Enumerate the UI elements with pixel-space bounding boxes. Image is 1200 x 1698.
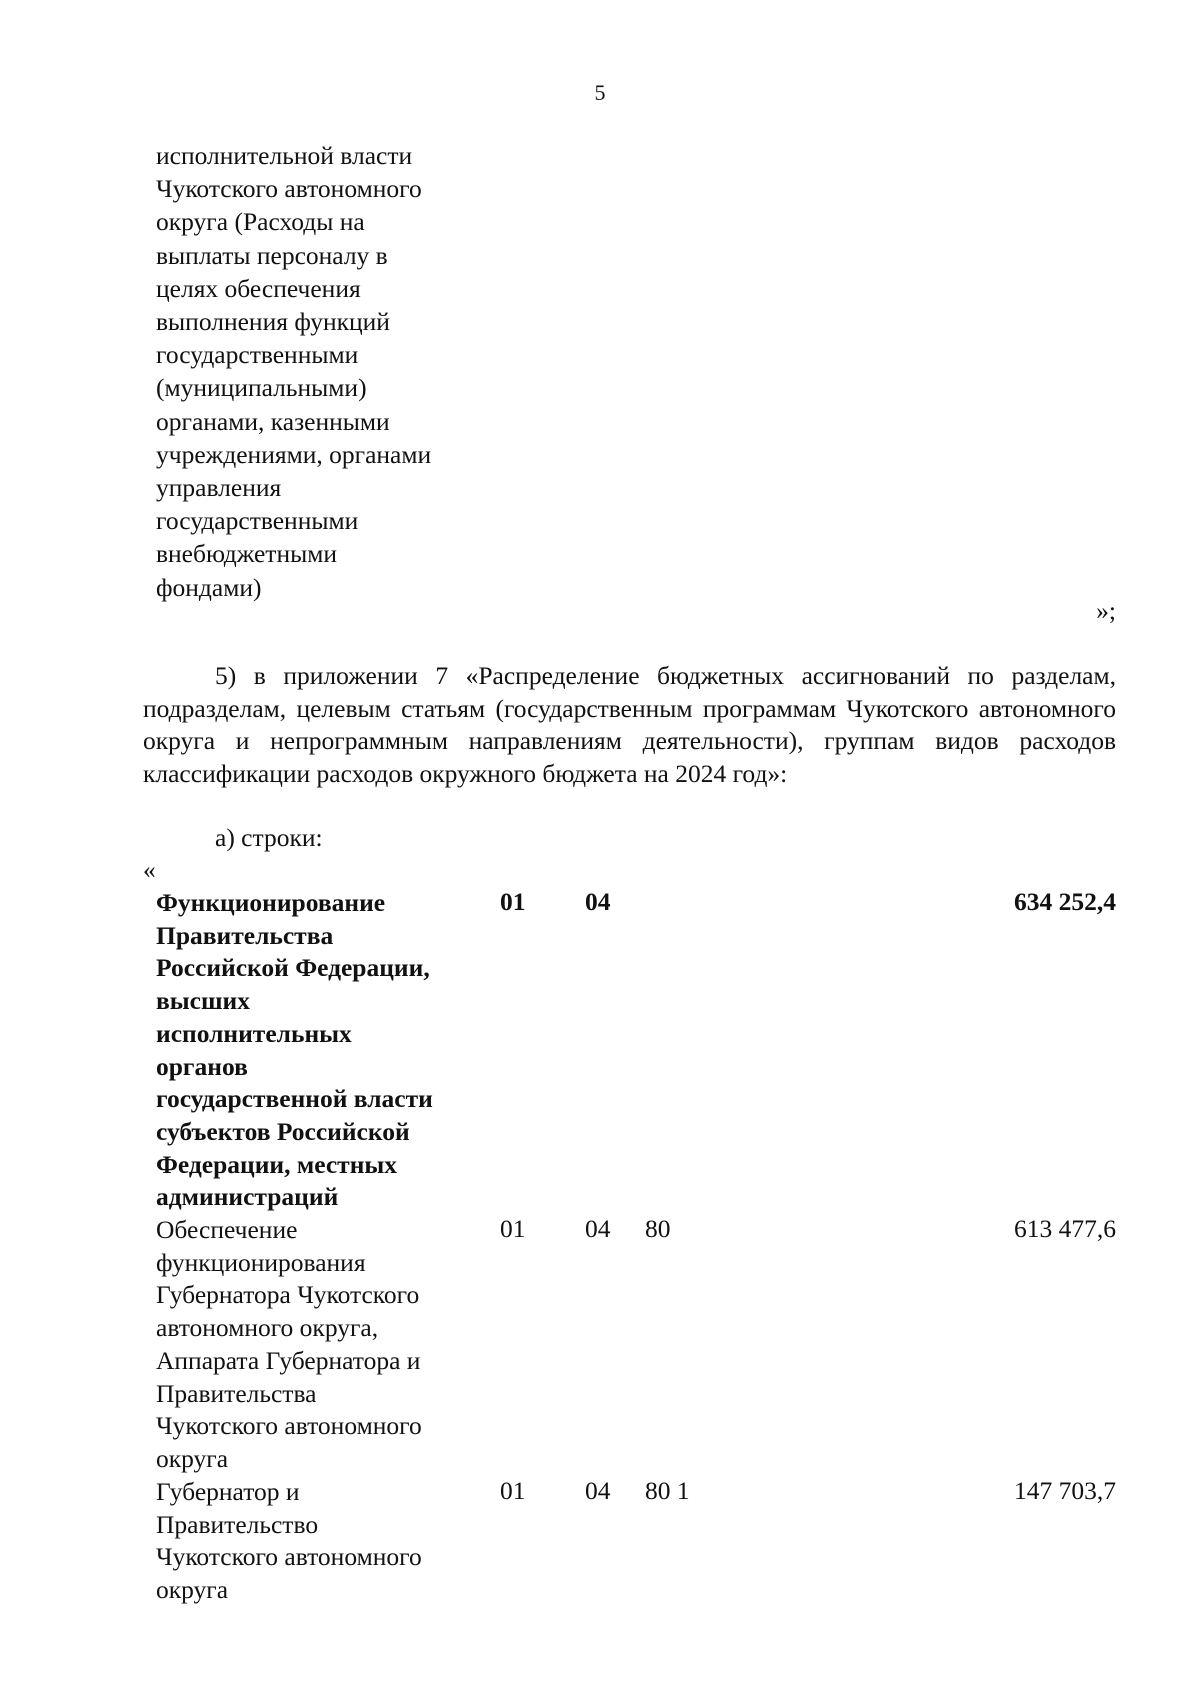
row-subsection-code: 04 <box>585 1476 611 1505</box>
row-name-line: субъектов Российской <box>156 1116 410 1146</box>
row-amount: 147 703,7 <box>1014 1476 1116 1505</box>
continuation-line: исполнительной власти <box>156 141 413 170</box>
row-amount: 634 252,4 <box>1014 887 1116 916</box>
row-name <box>156 1476 422 1607</box>
row-section-code: 01 <box>500 1476 526 1505</box>
row-target-code: 80 1 <box>645 1476 690 1505</box>
continuation-line: фондами) <box>156 572 262 602</box>
continuation-line: целях обеспечения <box>156 273 361 303</box>
row-name-line: Правительства <box>156 1378 317 1408</box>
row-name-line: Правительства <box>156 920 334 950</box>
row-name-line: Аппарата Губернатора и <box>156 1345 421 1375</box>
continuation-line: внебюджетными <box>156 539 338 569</box>
row-amount: 613 477,6 <box>1014 1214 1116 1243</box>
row-name <box>156 1214 422 1476</box>
row-name-line: исполнительных <box>156 1018 352 1048</box>
row-name-line: Губернатора Чукотского <box>156 1280 420 1310</box>
continuation-line: выплаты персоналу в <box>156 240 388 270</box>
continuation-line: государственными <box>156 506 359 536</box>
row-name-line: Правительство <box>156 1509 319 1539</box>
row-name-line: Чукотского автономного <box>156 1411 422 1441</box>
continuation-line: органами, казенными <box>156 406 390 436</box>
row-subsection-code: 04 <box>585 887 611 916</box>
continuation-line: выполнения функций <box>156 307 390 337</box>
row-name-line: государственной власти <box>156 1084 433 1114</box>
row-name-line: органов <box>156 1051 248 1081</box>
row-subsection-code: 04 <box>585 1214 611 1243</box>
row-section-code: 01 <box>500 1214 526 1243</box>
row-name <box>156 887 433 1214</box>
amendment-paragraph: 5) в приложении 7 «Распределение бюджетных ассигнований по разделам, подразделам, целевым статьям (государственным программам Чукотского автономного округа и непрограммным направлениям деятельности), группам видов расходов классификации расходов окружного бюджета на 2024 год»: <box>143 661 1116 788</box>
continuation-line: округа (Расходы на <box>156 207 365 237</box>
row-name-line: Обеспечение <box>156 1215 298 1244</box>
closing-quote: »; <box>1096 596 1116 625</box>
row-target-code: 80 <box>645 1214 671 1243</box>
row-name-line: Губернатор и <box>156 1477 300 1506</box>
row-name-line: округа <box>156 1575 229 1605</box>
row-name-line: Функционирование <box>156 888 386 917</box>
row-name-line: Чукотского автономного <box>156 1542 422 1572</box>
continuation-line: государственными <box>156 340 359 370</box>
sub-item-label: а) строки: <box>215 823 323 852</box>
row-name-line: Российской Федерации, <box>156 953 430 983</box>
continuation-text <box>156 139 431 604</box>
page-number: 5 <box>594 80 606 105</box>
opening-quote: « <box>143 855 156 884</box>
continuation-line: учреждениями, органами <box>156 439 432 469</box>
row-name-line: высших <box>156 986 250 1016</box>
continuation-line: (муниципальными) <box>156 373 367 403</box>
row-name-line: функционирования <box>156 1247 366 1277</box>
row-name-line: Федерации, местных <box>156 1149 398 1179</box>
continuation-line: управления <box>156 473 282 503</box>
row-section-code: 01 <box>500 887 526 916</box>
continuation-line: Чукотского автономного <box>156 174 422 204</box>
row-name-line: администраций <box>156 1182 339 1212</box>
row-name-line: автономного округа, <box>156 1313 379 1343</box>
row-name-line: округа <box>156 1443 229 1473</box>
